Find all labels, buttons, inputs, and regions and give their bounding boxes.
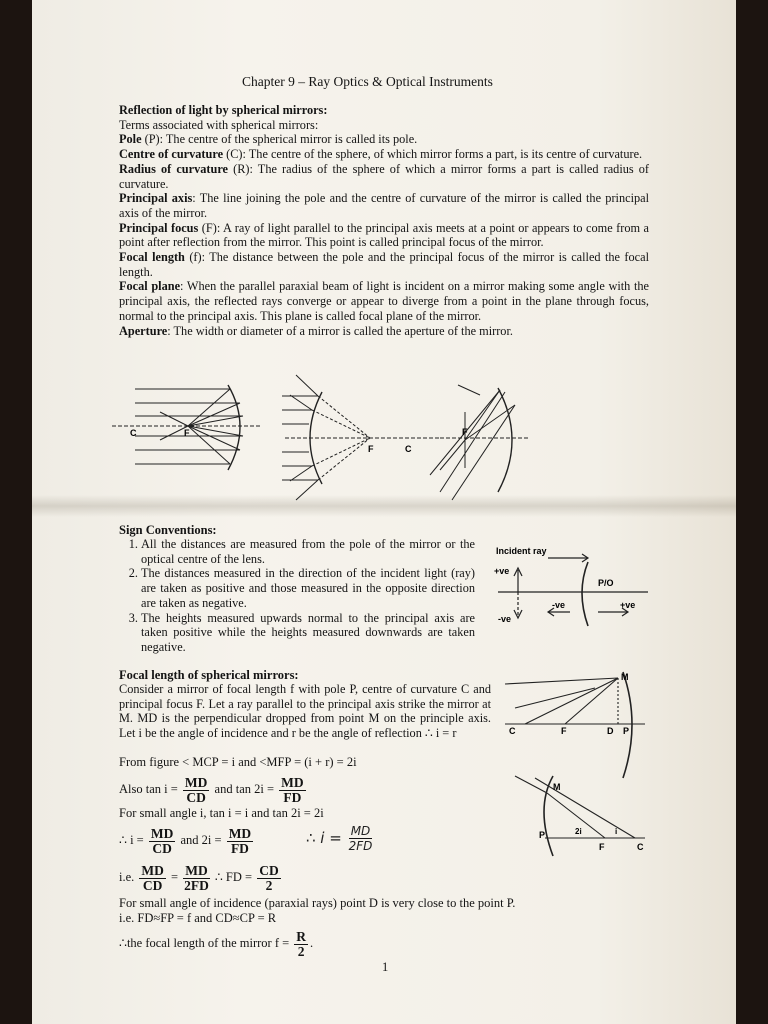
fig-bottom-m: M [553, 782, 561, 792]
i-equation: ∴ i = $\frac{MD}{CD}$ and 2i = $\frac{MD}{FD}$ [119, 825, 252, 856]
reflection-intro: Terms associated with spherical mirrors: [119, 117, 319, 132]
fig-bottom-i: i [615, 827, 618, 836]
focal-heading: Focal length of spherical mirrors: [119, 668, 299, 682]
small-angle: For small angle i, tan i = i and tan 2i = 2i [119, 806, 324, 820]
fig-top-d: D [607, 726, 614, 736]
page-number: 1 [382, 960, 389, 974]
term-centre-of-curvature: Centre of curvature (C): The centre of the sphere, of which mirror forms a part, is its centre of curvature. [119, 147, 643, 162]
term-aperture: Aperture: The width or diameter of a mirror is called the aperture of the mirror. [119, 323, 513, 338]
sign-convention-diagram [488, 540, 658, 640]
tan-equation: Also tan i = $\frac{MD}{CD}$ and tan 2i = $\frac{MD}{FD}$ [119, 774, 304, 805]
fig-bottom-p: P [539, 830, 546, 840]
focal-paragraph: Consider a mirror of focal length f with pole P, centre of curvature C and principal focus F. Let a ray parallel to the principal axis strike the mirror at M. MD is the perpendicular dropped from point M on the principle axis. Let i be the angle of incidence and r be the angle of reflection ∴ i = r [119, 682, 491, 741]
minus-ve-left: -ve [552, 600, 566, 610]
sign-heading: Sign Conventions: [119, 523, 217, 537]
term-principal-axis: Principal axis: The line joining the pole and the centre of curvature of the mirror is called the principal axis of the mirror. [119, 191, 650, 220]
focal-length-diagrams [495, 668, 655, 858]
plus-ve-right: +ve [620, 600, 636, 610]
fig1-f-label: F [184, 428, 190, 438]
term-pole: Pole (P): The centre of the spherical mirror is called its pole. [119, 132, 418, 147]
fig2-c-label: C [405, 444, 412, 454]
reflection-heading: Reflection of light by spherical mirrors: [119, 103, 328, 117]
sign-item-3: 3. The heights measured upwards normal to the principal axis are taken positive while the heights measured downwards are taken negative. [141, 611, 475, 655]
handwritten-note: ∴ i = $\frac{MD}{2FD}$ [306, 824, 373, 853]
paraxial-text: For small angle of incidence (paraxial rays) point D is very close to the point P. [119, 896, 516, 910]
fig-bottom-f: F [599, 842, 605, 852]
fig-bottom-2i: 2i [575, 827, 582, 836]
fig-top-m: M [621, 672, 629, 682]
md-cd-fraction: $\frac{MD}{CD}$ [184, 774, 208, 805]
fig-bottom-c: C [637, 842, 644, 852]
chapter-title: Chapter 9 – Ray Optics & Optical Instruments [242, 74, 493, 89]
ie-equation: i.e. $\frac{MD}{CD}$ = $\frac{MD}{2FD}$ ∴ FD = $\frac{CD}{2}$ [119, 862, 279, 893]
focal-plane-diagram [430, 385, 530, 500]
sign-item-2: 2. The distances measured in the direction of the incident light (ray) are taken as positive and those measured in the opposite direction are taken as negative. [141, 566, 475, 610]
from-figure: From figure < MCP = i and <MFP = (i + r) = 2i [119, 755, 357, 769]
sign-list [119, 537, 475, 655]
term-principal-focus: Principal focus (F): A ray of light parallel to the principal axis meets at a point or appears to come from a point after reflection from the mirror. This point is called principal focus of the mirror. [119, 220, 649, 250]
md-fd-fraction: $\frac{MD}{FD}$ [281, 774, 304, 805]
minus-ve-down: -ve [498, 614, 512, 624]
incident-ray-label: Incident ray [496, 546, 547, 556]
term-radius-of-curvature: Radius of curvature (R): The radius of the sphere of which a mirror forms a part is called radius of curvature. [119, 161, 650, 191]
fig-top-f: F [561, 726, 567, 736]
plus-ve-up: +ve [494, 566, 510, 576]
fig-top-p: P [623, 726, 630, 736]
fig-top-c: C [509, 726, 516, 736]
fig2-f-label: F [368, 444, 374, 454]
fig3-f-label: F [462, 427, 468, 437]
fig1-c-label: C [130, 428, 137, 438]
term-focal-plane: Focal plane: When the parallel paraxial beam of light is incident on a mirror making some angle with the principal axis, the reflected rays converge or appear to diverge from a point in the plane through focus, normal to the principal axis. This plane is called focal plane of the mirror. [119, 279, 649, 323]
sign-item-1: 1. All the distances are measured from the pole of the mirror or the optical centre of the lens. [141, 537, 475, 566]
convex-mirror-diagram [282, 375, 440, 500]
fd-fp-text: i.e. FD≈FP = f and CD≈CP = R [119, 911, 277, 925]
po-label: P/O [598, 578, 614, 588]
conclusion-equation: ∴the focal length of the mirror f = $\frac{R}{2}$ . [119, 928, 314, 959]
term-focal-length: Focal length (f): The distance between the pole and the principal focus of the mirror is called the focal length. [119, 250, 649, 279]
